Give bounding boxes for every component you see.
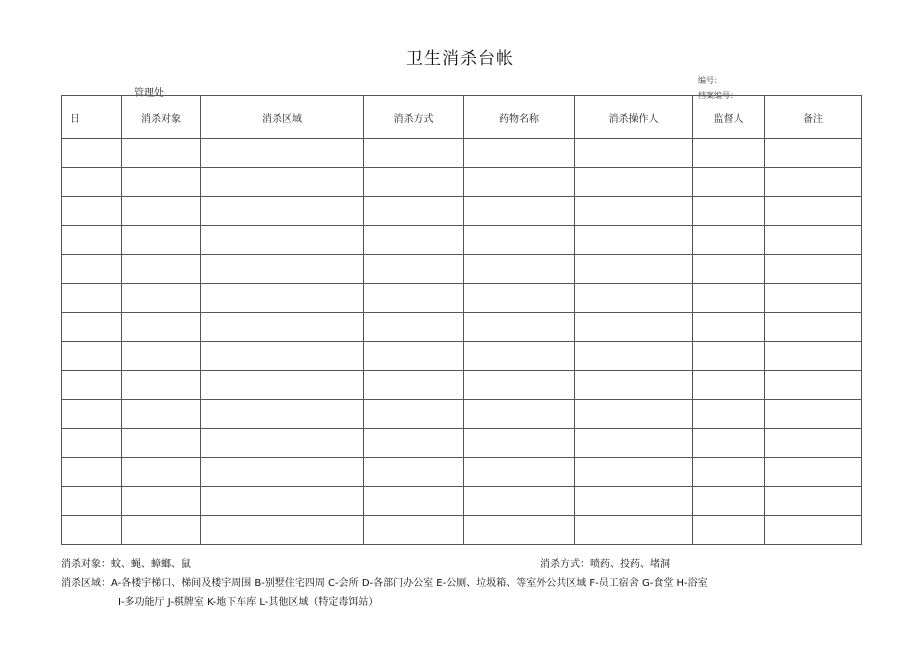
table-cell[interactable]	[464, 487, 575, 516]
table-cell[interactable]	[122, 284, 201, 313]
table-cell[interactable]	[765, 197, 862, 226]
table-cell[interactable]	[122, 487, 201, 516]
table-cell[interactable]	[201, 168, 364, 197]
table-cell[interactable]	[765, 313, 862, 342]
table-cell[interactable]	[122, 342, 201, 371]
table-row	[62, 226, 862, 255]
table-cell[interactable]	[364, 255, 464, 284]
table-cell[interactable]	[693, 400, 765, 429]
table-cell[interactable]	[62, 429, 122, 458]
table-cell[interactable]	[201, 429, 364, 458]
footer-methods: 消杀方式：喷药、投药、堵洞	[540, 559, 670, 570]
table-cell[interactable]	[62, 313, 122, 342]
table-cell[interactable]	[62, 284, 122, 313]
table-cell[interactable]	[765, 487, 862, 516]
table-cell[interactable]	[765, 226, 862, 255]
table-cell[interactable]	[575, 313, 693, 342]
table-cell[interactable]	[122, 197, 201, 226]
table-cell[interactable]	[464, 139, 575, 168]
table-row	[62, 313, 862, 342]
footer-areas-line2: I-多功能厅 J-棋牌室 K-地下车库 L-其他区域（特定毒饵站）	[118, 597, 379, 608]
table-cell[interactable]	[122, 458, 201, 487]
table-cell[interactable]	[364, 429, 464, 458]
table-cell[interactable]	[464, 284, 575, 313]
table-cell[interactable]	[122, 400, 201, 429]
table-cell[interactable]	[201, 371, 364, 400]
table-cell[interactable]	[575, 168, 693, 197]
table-cell[interactable]	[364, 168, 464, 197]
table-cell[interactable]	[201, 139, 364, 168]
table-cell[interactable]	[364, 284, 464, 313]
table-cell[interactable]	[201, 284, 364, 313]
disinfection-ledger-table	[61, 95, 862, 545]
column-header-operator: 消杀操作人	[575, 96, 693, 139]
table-cell[interactable]	[201, 487, 364, 516]
table-row	[62, 342, 862, 371]
table-row	[62, 487, 862, 516]
table-row	[62, 429, 862, 458]
table-cell[interactable]	[575, 487, 693, 516]
table-cell[interactable]	[765, 371, 862, 400]
table-cell[interactable]	[575, 284, 693, 313]
table-cell[interactable]	[575, 516, 693, 545]
table-row	[62, 516, 862, 545]
column-header-supervisor: 监督人	[693, 96, 765, 139]
table-row	[62, 400, 862, 429]
table-cell[interactable]	[122, 255, 201, 284]
table-cell[interactable]	[122, 168, 201, 197]
table-cell[interactable]	[765, 458, 862, 487]
table-cell[interactable]	[62, 487, 122, 516]
table-cell[interactable]	[765, 255, 862, 284]
table-cell[interactable]	[62, 516, 122, 545]
table-cell[interactable]	[765, 516, 862, 545]
table-cell[interactable]	[765, 400, 862, 429]
table-cell[interactable]	[575, 429, 693, 458]
table-cell[interactable]	[693, 342, 765, 371]
table-cell[interactable]	[364, 400, 464, 429]
department-label: 管理处	[134, 88, 164, 99]
table-cell[interactable]	[464, 197, 575, 226]
table-cell[interactable]	[693, 168, 765, 197]
table-cell[interactable]	[575, 255, 693, 284]
table-cell[interactable]	[364, 226, 464, 255]
number-label: 编号：	[698, 76, 722, 85]
table-cell[interactable]	[62, 197, 122, 226]
table-cell[interactable]	[693, 255, 765, 284]
table-cell[interactable]	[464, 400, 575, 429]
table-cell[interactable]	[765, 429, 862, 458]
table-header-row	[62, 96, 862, 139]
table-cell[interactable]	[464, 168, 575, 197]
table-cell[interactable]	[464, 226, 575, 255]
column-header-target: 消杀对象	[122, 96, 201, 139]
table-cell[interactable]	[201, 342, 364, 371]
column-header-day: 日	[62, 96, 122, 139]
table-cell[interactable]	[464, 342, 575, 371]
table-cell[interactable]	[575, 139, 693, 168]
table-row	[62, 139, 862, 168]
table-cell[interactable]	[765, 139, 862, 168]
column-header-drug-name: 药物名称	[464, 96, 575, 139]
table-cell[interactable]	[693, 139, 765, 168]
table-cell[interactable]	[693, 197, 765, 226]
table-body	[62, 139, 862, 545]
table-cell[interactable]	[693, 371, 765, 400]
table-cell[interactable]	[62, 458, 122, 487]
table-cell[interactable]	[122, 139, 201, 168]
table-cell[interactable]	[62, 255, 122, 284]
table-cell[interactable]	[201, 226, 364, 255]
table-cell[interactable]	[464, 458, 575, 487]
table-cell[interactable]	[122, 226, 201, 255]
table-row	[62, 168, 862, 197]
table-cell[interactable]	[464, 516, 575, 545]
table-cell[interactable]	[464, 371, 575, 400]
table-cell[interactable]	[693, 226, 765, 255]
table-cell[interactable]	[575, 458, 693, 487]
table-cell[interactable]	[122, 429, 201, 458]
table-cell[interactable]	[575, 371, 693, 400]
table-row	[62, 255, 862, 284]
table-row	[62, 458, 862, 487]
table-cell[interactable]	[62, 226, 122, 255]
table-cell[interactable]	[201, 400, 364, 429]
table-cell[interactable]	[122, 371, 201, 400]
column-header-area: 消杀区域	[201, 96, 364, 139]
table-cell[interactable]	[464, 313, 575, 342]
table-cell[interactable]	[464, 255, 575, 284]
table-cell[interactable]	[575, 197, 693, 226]
table-cell[interactable]	[364, 371, 464, 400]
table-cell[interactable]	[693, 429, 765, 458]
table-cell[interactable]	[464, 429, 575, 458]
table-cell[interactable]	[201, 313, 364, 342]
table-row	[62, 197, 862, 226]
table-cell[interactable]	[62, 342, 122, 371]
table-cell[interactable]	[693, 284, 765, 313]
table-cell[interactable]	[364, 342, 464, 371]
table-cell[interactable]	[122, 516, 201, 545]
table-cell[interactable]	[364, 516, 464, 545]
column-header-remarks: 备注	[765, 96, 862, 139]
table-cell[interactable]	[201, 458, 364, 487]
table-cell[interactable]	[201, 255, 364, 284]
table-row	[62, 284, 862, 313]
table-cell[interactable]	[575, 400, 693, 429]
footer-targets: 消杀对象：蚊、蝇、蟑螂、鼠	[61, 559, 191, 570]
table-cell[interactable]	[693, 487, 765, 516]
table-cell[interactable]	[364, 458, 464, 487]
column-header-method: 消杀方式	[364, 96, 464, 139]
table-cell[interactable]	[62, 168, 122, 197]
table-cell[interactable]	[201, 197, 364, 226]
page-title: 卫生消杀台帐	[406, 49, 514, 69]
archive-number-label: 档案编号：	[698, 91, 738, 100]
table-cell[interactable]	[364, 139, 464, 168]
table-cell[interactable]	[122, 313, 201, 342]
table-cell[interactable]	[62, 371, 122, 400]
table-cell[interactable]	[364, 487, 464, 516]
footer-areas-line1: 消杀区域：A-各楼宇梯口、梯间及楼宇周围 B-别墅住宅四周 C-会所 D-各部门办公室 E-公厕、垃圾箱、等室外公共区域 F-员工宿舍 G-食堂 H-浴室	[61, 578, 708, 589]
table-cell[interactable]	[364, 197, 464, 226]
table-cell[interactable]	[364, 313, 464, 342]
table-cell[interactable]	[575, 342, 693, 371]
table-cell[interactable]	[62, 400, 122, 429]
table-cell[interactable]	[693, 313, 765, 342]
table-row	[62, 371, 862, 400]
table-cell[interactable]	[765, 342, 862, 371]
table-cell[interactable]	[693, 458, 765, 487]
table-cell[interactable]	[62, 139, 122, 168]
table-cell[interactable]	[765, 284, 862, 313]
table-cell[interactable]	[693, 516, 765, 545]
table-cell[interactable]	[575, 226, 693, 255]
table-cell[interactable]	[765, 168, 862, 197]
table-cell[interactable]	[201, 516, 364, 545]
